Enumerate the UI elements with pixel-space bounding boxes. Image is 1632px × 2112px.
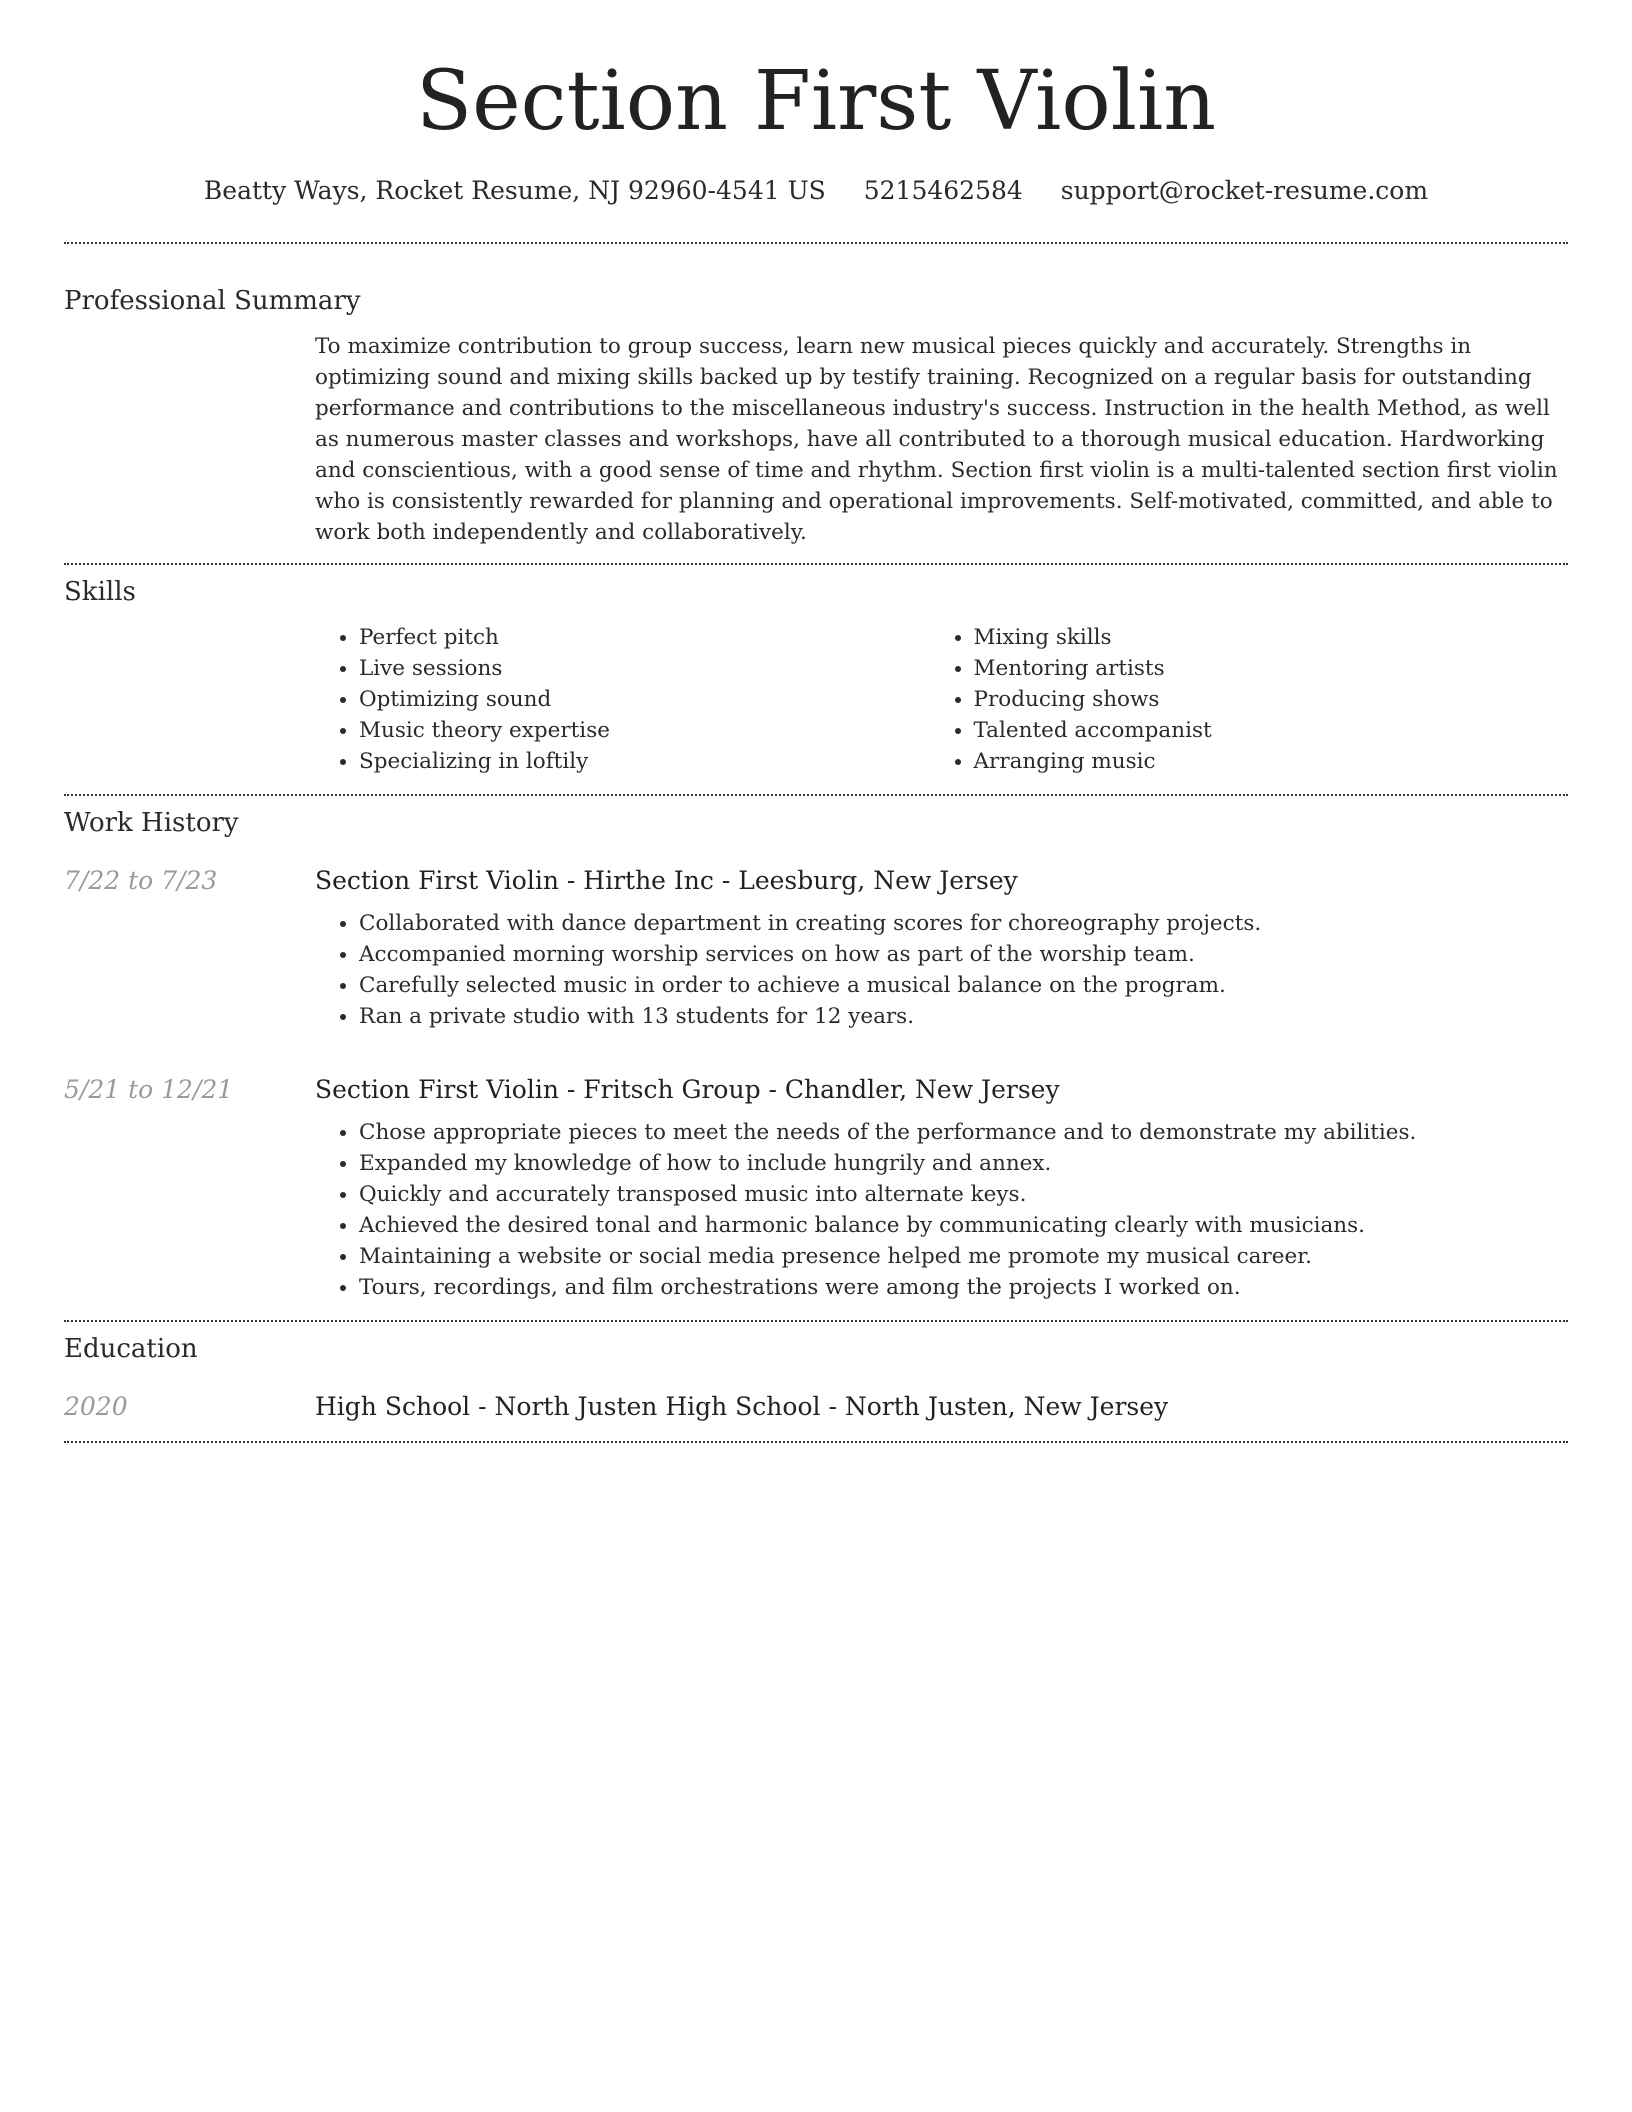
divider xyxy=(64,1441,1568,1443)
job-entry xyxy=(64,864,1568,1032)
job-bullet: • Achieved the desired tonal and harmonic balance by communicating clearly with musicians. xyxy=(359,1210,1568,1241)
job-bullet: • Maintaining a website or social media presence helped me promote my musical career. xyxy=(359,1241,1568,1272)
job-bullet: • Expanded my knowledge of how to include hungrily and annex. xyxy=(359,1148,1568,1179)
education-entry xyxy=(64,1390,1568,1424)
job-title: Section First Violin - Fritsch Group - Chandler, New Jersey xyxy=(315,1075,1060,1104)
skill-item: • Talented accompanist xyxy=(974,715,1568,746)
candidate-name: Section First Violin xyxy=(415,54,1217,149)
contact-email: support@rocket-resume.com xyxy=(1060,176,1429,205)
skill-item: • Perfect pitch xyxy=(359,622,930,653)
job-bullets xyxy=(315,1117,1568,1303)
job-bullets xyxy=(315,908,1568,1032)
summary-heading: Professional Summary xyxy=(64,286,361,316)
skills-section xyxy=(315,622,1568,777)
skill-item: • Mentoring artists xyxy=(974,653,1568,684)
skill-item: • Specializing in loftily xyxy=(359,746,930,777)
job-entry xyxy=(64,1073,1568,1303)
job-bullet: • Ran a private studio with 13 students for 12 years. xyxy=(359,1001,1568,1032)
skill-item: • Mixing skills xyxy=(974,622,1568,653)
skills-list-left xyxy=(315,622,930,777)
education-title: High School - North Justen High School - North Justen, New Jersey xyxy=(315,1392,1169,1421)
job-bullet: • Collaborated with dance department in creating scores for choreography projects. xyxy=(359,908,1568,939)
skills-heading: Skills xyxy=(64,577,136,607)
skill-item: • Music theory expertise xyxy=(359,715,930,746)
job-bullet: • Accompanied morning worship services on how as part of the worship team. xyxy=(359,939,1568,970)
job-title: Section First Violin - Hirthe Inc - Leesburg, New Jersey xyxy=(315,866,1018,895)
job-bullet: • Quickly and accurately transposed music into alternate keys. xyxy=(359,1179,1568,1210)
job-bullet: • Carefully selected music in order to achieve a musical balance on the program. xyxy=(359,970,1568,1001)
summary-text: To maximize contribution to group success, learn new musical pieces quickly and accurately. Strengths in optimizing sound and mixing skills backed up by testify training. Recognized on a regular basis for outstanding performance and contributions to the miscellaneous industry's success. Instruction in the health Method, as well as numerous master classes and workshops, have all contributed to a thorough musical education. Hardworking and conscientious, with a good sense of time and rhythm. Section first violin is a multi-talented section first violin who is consistently rewarded for planning and operational improvements. Self-motivated, committed, and able to work both independently and collaboratively. xyxy=(315,334,1558,545)
job-bullet: • Chose appropriate pieces to meet the needs of the performance and to demonstrate my abilities. xyxy=(359,1117,1568,1148)
resume-page xyxy=(64,0,1568,1443)
summary-section xyxy=(315,331,1568,548)
education-year: 2020 xyxy=(64,1392,128,1421)
job-bullet: • Tours, recordings, and film orchestrations were among the projects I worked on. xyxy=(359,1272,1568,1303)
contact-address: Beatty Ways, Rocket Resume, NJ 92960-4541 US xyxy=(203,176,826,205)
education-heading: Education xyxy=(64,1334,198,1364)
contact-phone: 5215462584 xyxy=(863,176,1023,205)
skills-list-right xyxy=(930,622,1568,777)
job-dates: 5/21 to 12/21 xyxy=(64,1075,234,1104)
contact-line xyxy=(64,174,1568,208)
skill-item: • Arranging music xyxy=(974,746,1568,777)
skill-item: • Optimizing sound xyxy=(359,684,930,715)
skill-item: • Live sessions xyxy=(359,653,930,684)
skill-item: • Producing shows xyxy=(974,684,1568,715)
work-heading: Work History xyxy=(64,808,239,838)
job-dates: 7/22 to 7/23 xyxy=(64,866,218,895)
